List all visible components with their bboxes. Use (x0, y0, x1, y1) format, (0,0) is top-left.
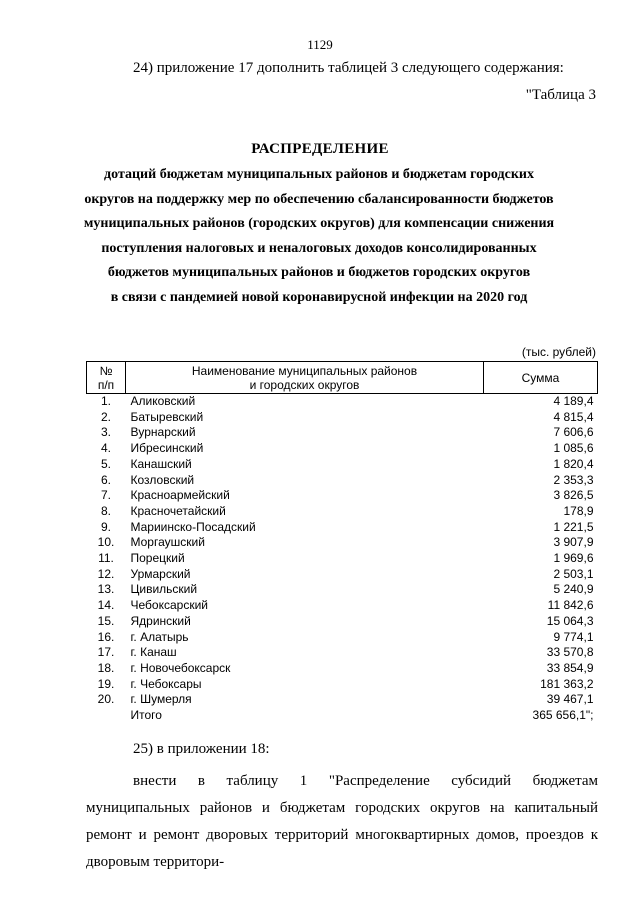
table-row (87, 457, 598, 473)
table-row (87, 645, 598, 661)
table-row (87, 567, 598, 583)
row-number: 2. (100, 409, 111, 424)
row-name: г. Алатырь (130, 629, 189, 644)
table-row (87, 630, 598, 646)
row-sum: 4 189,4 (553, 394, 594, 408)
total-sum: 365 656,1"; (532, 708, 594, 723)
table-row (87, 692, 598, 708)
row-number: 6. (100, 472, 111, 487)
document-subtitle (40, 163, 598, 311)
row-number: 8. (100, 503, 111, 518)
row-name: Порецкий (130, 551, 185, 566)
subtitle-line: в связи с пандемией новой коронавирусной инфекции на 2020 год (110, 289, 528, 305)
row-sum: 178,9 (563, 503, 594, 518)
units-label: (тыс. рублей) (521, 345, 596, 359)
header-number-line: № (99, 363, 113, 378)
row-sum: 11 842,6 (547, 598, 594, 613)
row-name: г. Канаш (130, 645, 177, 660)
table-row (87, 598, 598, 614)
row-sum: 5 240,9 (553, 582, 594, 597)
row-name: Моргаушский (130, 535, 205, 550)
table-row (87, 582, 598, 598)
row-name: Ибресинский (130, 441, 204, 456)
header-number (87, 362, 126, 394)
document-title: РАСПРЕДЕЛЕНИЕ (251, 141, 389, 157)
row-sum: 39 467,1 (546, 692, 594, 707)
table-row (87, 441, 598, 457)
row-number: 19. (97, 676, 115, 691)
table-total-row (87, 708, 598, 724)
row-name: Чебоксарский (130, 598, 208, 613)
row-name: Аликовский (130, 394, 196, 408)
intro-text: 24) приложение 17 дополнить таблицей 3 следующего содержания: (133, 60, 564, 76)
table-row (87, 614, 598, 630)
table-body (87, 394, 598, 724)
row-sum: 9 774,1 (553, 629, 594, 644)
row-name: Урмарский (130, 566, 191, 581)
total-number (87, 708, 126, 724)
row-number: 1. (100, 394, 111, 408)
row-number: 18. (97, 660, 115, 675)
row-sum: 3 907,9 (553, 535, 594, 550)
row-sum: 33 854,9 (546, 660, 594, 675)
table-row (87, 504, 598, 520)
row-number: 17. (97, 645, 115, 660)
row-sum: 1 221,5 (553, 519, 594, 534)
row-number: 11. (98, 551, 114, 566)
row-number: 9. (100, 519, 111, 534)
row-name: Батыревский (130, 409, 204, 424)
row-sum: 3 826,5 (553, 488, 594, 503)
row-sum: 7 606,6 (553, 425, 594, 440)
row-sum: 4 815,4 (553, 409, 594, 424)
table-row (87, 425, 598, 441)
table-row (87, 551, 598, 567)
row-number: 7. (100, 488, 111, 503)
row-name: г. Шумерля (130, 692, 192, 707)
row-number: 13. (97, 582, 115, 597)
row-name: Вурнарский (130, 425, 196, 440)
row-sum: 1 085,6 (553, 441, 594, 456)
table-reference: "Таблица 3 (525, 87, 596, 103)
header-name (126, 362, 484, 394)
page-number: 1129 (307, 37, 333, 52)
row-name: Красночетайский (130, 503, 226, 518)
table-row (87, 520, 598, 536)
table-header-row (87, 362, 598, 394)
row-number: 5. (100, 456, 111, 471)
table-row (87, 410, 598, 426)
body-paragraph: внести в таблицу 1 "Распределение субсидий бюджетам муниципальных районов и бюджетам городских округов на капитальный ремонт и ремонт дворовых территорий многоквартирных домов, проездов к дворовым территори- (86, 773, 598, 870)
table-row (87, 394, 598, 410)
row-sum: 181 363,2 (540, 676, 594, 691)
row-name: Ядринский (130, 613, 191, 628)
header-name-line: и городских округов (249, 377, 360, 392)
row-name: Цивильский (130, 582, 198, 597)
total-label: Итого (130, 708, 162, 723)
row-sum: 2 353,3 (553, 472, 594, 487)
header-sum: Сумма (484, 362, 598, 394)
table-row (87, 535, 598, 551)
row-name: Мариинско-Посадский (130, 519, 256, 534)
row-sum: 15 064,3 (546, 613, 594, 628)
subtitle-line: дотаций бюджетам муниципальных районов и бюджетам городских (104, 167, 534, 182)
subtitle-line: поступления налоговых и неналоговых доходов консолидированных (101, 240, 537, 256)
row-sum: 1 820,4 (553, 456, 594, 471)
row-name: Козловский (130, 472, 195, 487)
header-number-line: п/п (97, 377, 115, 392)
row-number: 12. (97, 566, 115, 581)
table-row (87, 488, 598, 504)
row-name: Красноармейский (130, 488, 230, 503)
row-sum: 2 503,1 (553, 566, 594, 581)
row-number: 10. (97, 535, 115, 550)
row-number: 4. (100, 441, 111, 456)
row-sum: 33 570,8 (546, 645, 594, 660)
table-row (87, 677, 598, 693)
distribution-table (86, 361, 598, 724)
table-row (87, 473, 598, 489)
paragraph-25: 25) в приложении 18: (133, 741, 270, 757)
row-number: 20. (97, 692, 115, 707)
header-name-line: Наименование муниципальных районов (191, 363, 418, 378)
row-name: г. Новочебоксарск (130, 660, 231, 675)
row-name: Канашский (130, 456, 192, 471)
subtitle-line: округов на поддержку мер по обеспечению сбалансированности бюджетов (84, 191, 554, 207)
row-number: 16. (97, 629, 115, 644)
subtitle-line: бюджетов муниципальных районов и бюджетов городских округов (107, 265, 531, 281)
row-name: г. Чебоксары (130, 676, 202, 691)
table-row (87, 661, 598, 677)
subtitle-line: муниципальных районов (городских округов) для компенсации снижения (83, 216, 555, 232)
row-number: 3. (100, 425, 111, 440)
row-sum: 1 969,6 (553, 551, 594, 566)
row-number: 14. (97, 598, 115, 613)
row-number: 15. (97, 613, 115, 628)
